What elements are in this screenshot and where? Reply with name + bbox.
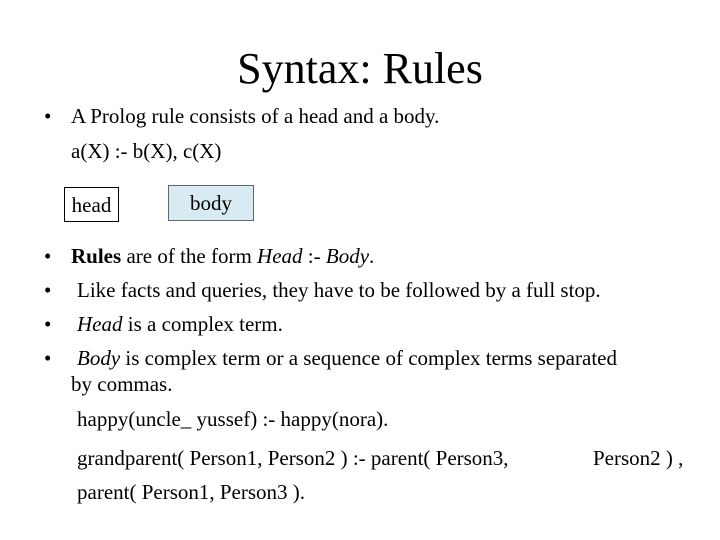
head-label-box bbox=[64, 187, 119, 222]
bullet-marker: • bbox=[44, 346, 52, 370]
example-grandparent: grandparent( Person1, Person2 ) :- parent( Person3, bbox=[77, 446, 509, 470]
intro-text: A Prolog rule consists of a head and a body. bbox=[71, 104, 440, 128]
bullet-4-italic: Body bbox=[77, 346, 121, 370]
example-parent: parent( Person1, Person3 ). bbox=[77, 480, 306, 504]
bullet-1-body: Body bbox=[325, 244, 370, 268]
slide-title bbox=[0, 44, 720, 94]
bullet-1-end: . bbox=[369, 244, 375, 268]
intro-example: a(X) :- b(X), c(X) bbox=[71, 139, 222, 163]
bullet-1-rest: are of the form bbox=[121, 244, 258, 268]
slide-title-text: Syntax: Rules bbox=[237, 44, 483, 93]
bullet-2: Like facts and queries, they have to be followed by a full stop. bbox=[77, 278, 601, 302]
bullet-marker: • bbox=[44, 104, 52, 128]
body-label-box bbox=[168, 185, 254, 221]
example-grandparent-cont: Person2 ) , bbox=[593, 446, 684, 470]
example-happy: happy(uncle_ yussef) :- happy(nora). bbox=[77, 407, 389, 431]
bullet-3-italic: Head bbox=[77, 312, 123, 336]
bullet-4-rest: is complex term or a sequence of complex terms separated bbox=[120, 346, 617, 370]
bullet-marker: • bbox=[44, 244, 52, 268]
bullet-3-rest: is a complex term. bbox=[122, 312, 283, 336]
bullet-3 bbox=[77, 312, 283, 336]
bullet-marker: • bbox=[44, 312, 52, 336]
bullet-4 bbox=[77, 346, 617, 370]
bullet-1-sep: :- bbox=[302, 244, 326, 268]
bullet-marker: • bbox=[44, 278, 52, 302]
bullet-4-continuation: by commas. bbox=[71, 372, 173, 396]
body-label: body bbox=[190, 191, 232, 215]
bullet-1-bold: Rules bbox=[71, 244, 122, 268]
bullet-1 bbox=[71, 244, 374, 268]
head-label: head bbox=[71, 192, 112, 217]
bullet-1-head: Head bbox=[257, 244, 303, 268]
